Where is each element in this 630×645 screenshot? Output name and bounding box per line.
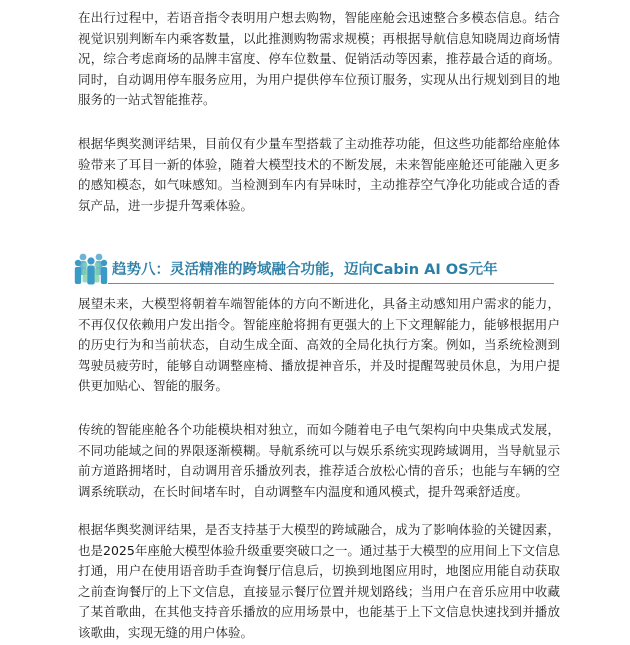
heading-separator: ： <box>155 262 170 278</box>
heading-underline <box>108 283 554 284</box>
paragraph-future-outlook: 展望未来，大模型将朝着车端智能体的方向不断进化，具备主动感知用户需求的能力，不再仅仅依赖用户发出指令。智能座舱将拥有更强大的上下文理解能力，能够根据用户的历史行为和当前状态，自动生成全面、高效的全局化执行方案。例如，当系统检测到驾驶员疲劳时，能够自动调整座椅、播放提神音乐，并及时提醒驾驶员休息，为用户提供更加贴心、智能的服务。 <box>78 296 560 394</box>
trend-label: 趋势八 <box>112 262 156 278</box>
paragraph-evaluation-proactive: 根据华舆奖测评结果，目前仅有少量车型搭载了主动推荐功能，但这些功能都给座舱体验带来了耳目一新的体验，随着大模型技术的不断发展，未来智能座舱还可能融入更多的感知模态，如气味感知。当检测到车内有异味时，主动推荐空气净化功能或合适的香氛产品，进一步提升驾乘体验。 <box>78 136 560 213</box>
trend-title: 灵活精准的跨域融合功能，迈向Cabin AI OS元年 <box>170 262 498 278</box>
section-heading-text <box>112 261 498 279</box>
people-group-icon <box>74 252 108 286</box>
section-heading <box>74 252 554 288</box>
paragraph-shopping-recommendation: 在出行过程中，若语音指令表明用户想去购物，智能座舱会迅速整合多模态信息。结合视觉识别判断车内乘客数量，以此推测购物需求规模；再根据导航信息知晓周边商场情况，综合考虑商场的品牌丰富度、停车位数量、促销活动等因素，推荐最合适的商场。同时，自动调用停车服务应用，为用户提供停车位预订服务，实现从出行规划到目的地服务的一站式智能推荐。 <box>78 10 560 108</box>
paragraph-cross-domain: 传统的智能座舱各个功能模块相对独立，而如今随着电子电气架构向中央集成式发展，不同功能域之间的界限逐渐模糊。导航系统可以与娱乐系统实现跨域调用，当导航显示前方道路拥堵时，自动调用音乐播放列表，推荐适合放松心情的音乐；也能与车辆的空调系统联动，在长时间堵车时，自动调整车内温度和通风模式，提升驾乘舒适度。 <box>78 422 560 499</box>
paragraph-evaluation-fusion: 根据华舆奖测评结果，是否支持基于大模型的跨域融合，成为了影响体验的关键因素，也是2025年座舱大模型体验升级重要突破口之一。通过基于大模型的应用间上下文信息打通，用户在使用语音助手查询餐厅信息后，切换到地图应用时，地图应用能自动获取之前查询餐厅的上下文信息，直接显示餐厅位置并规划路线；当用户在音乐应用中收藏了某首歌曲，在其他支持音乐播放的应用场景中，也能基于上下文信息快速找到并播放该歌曲，实现无缝的用户体验。 <box>78 522 560 640</box>
